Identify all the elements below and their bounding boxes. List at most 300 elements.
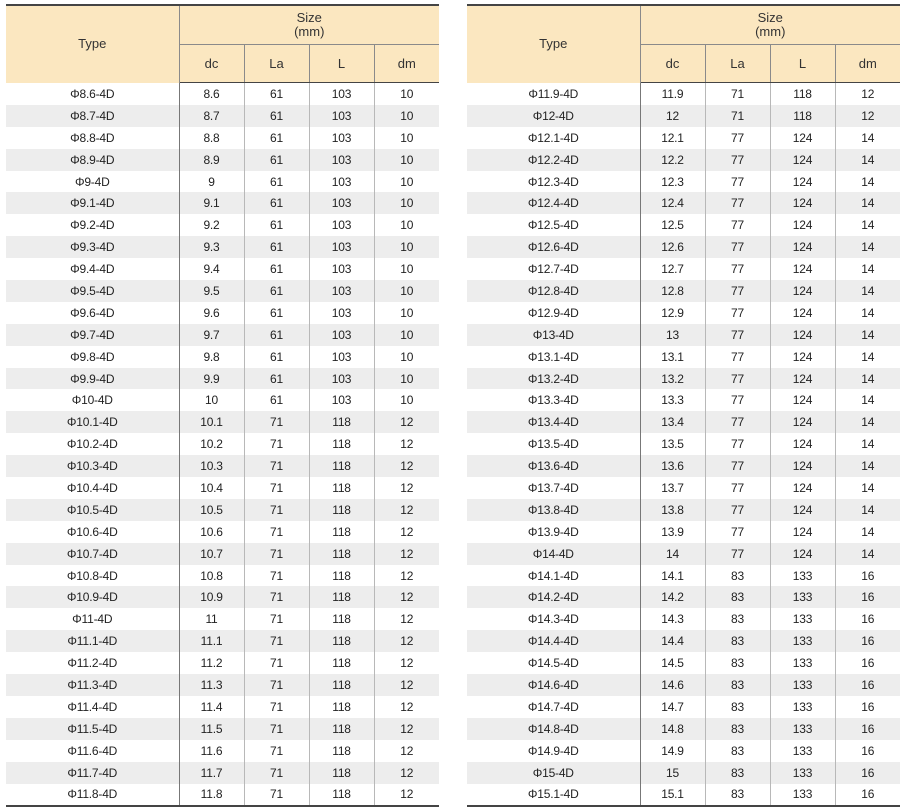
l-cell: 103: [309, 149, 374, 171]
type-cell: Φ9.9-4D: [6, 368, 179, 390]
table-row: [467, 324, 900, 346]
dc-cell: 13.3: [640, 389, 705, 411]
dm-cell: 12: [400, 743, 414, 758]
dm-cell: 12: [400, 634, 414, 649]
dc-cell: 11.8: [179, 784, 244, 807]
type-cell: Φ11.9-4D: [467, 83, 640, 105]
dm-cell: 14: [861, 283, 875, 298]
table-row: [6, 192, 439, 214]
dm-cell: 12: [400, 612, 414, 627]
dm-cell: 16: [861, 634, 875, 649]
table-row: [6, 346, 439, 368]
type-cell: Φ13.6-4D: [467, 455, 640, 477]
type-cell: Φ11.2-4D: [6, 652, 179, 674]
la-cell: 77: [705, 192, 770, 214]
dc-cell: 13.5: [640, 433, 705, 455]
dm-cell: 12: [400, 480, 414, 495]
table-row: [467, 368, 900, 390]
size-unit: (mm): [755, 24, 786, 39]
dc-cell: 13.6: [640, 455, 705, 477]
dc-cell: 12.6: [640, 236, 705, 258]
type-cell: Φ8.7-4D: [6, 105, 179, 127]
table-row: [467, 652, 900, 674]
dm-cell: 12: [400, 502, 414, 517]
l-cell: 118: [770, 83, 835, 105]
type-cell: Φ12.3-4D: [467, 171, 640, 193]
l-cell: 103: [309, 389, 374, 411]
table-row: [6, 302, 439, 324]
l-cell: 118: [309, 652, 374, 674]
l-cell: 133: [770, 762, 835, 784]
la-cell: 77: [705, 477, 770, 499]
type-cell: Φ15.1-4D: [467, 784, 640, 807]
table-row: [6, 586, 439, 608]
la-cell: 83: [705, 630, 770, 652]
l-cell: 103: [309, 171, 374, 193]
table-row: [467, 499, 900, 521]
dm-cell: 14: [861, 152, 875, 167]
la-cell: 61: [244, 171, 309, 193]
l-cell: 133: [770, 608, 835, 630]
dc-cell: 10: [179, 389, 244, 411]
dc-cell: 8.6: [179, 83, 244, 105]
size-header: [640, 5, 900, 45]
type-cell: Φ10.3-4D: [6, 455, 179, 477]
table-row: [6, 608, 439, 630]
dm-cell: 12: [861, 86, 875, 101]
table-row: [467, 565, 900, 587]
dm-cell: 10: [400, 349, 414, 364]
dc-cell: 10.8: [179, 565, 244, 587]
dm-cell: 12: [400, 721, 414, 736]
dc-cell: 13.7: [640, 477, 705, 499]
l-cell: 124: [770, 521, 835, 543]
l-cell: 133: [770, 718, 835, 740]
table-row: [6, 543, 439, 565]
table-row: [467, 105, 900, 127]
l-cell: 124: [770, 171, 835, 193]
type-cell: Φ12.8-4D: [467, 280, 640, 302]
l-cell: 103: [309, 83, 374, 105]
dc-cell: 9: [179, 171, 244, 193]
la-cell: 77: [705, 280, 770, 302]
la-cell: 71: [244, 477, 309, 499]
type-cell: Φ13.3-4D: [467, 389, 640, 411]
l-cell: 124: [770, 389, 835, 411]
table-row: [467, 236, 900, 258]
type-cell: Φ14.8-4D: [467, 718, 640, 740]
table-row: [6, 652, 439, 674]
dc-cell: 12.2: [640, 149, 705, 171]
dc-cell: 11: [179, 608, 244, 630]
dm-cell: 10: [400, 86, 414, 101]
dm-cell: 12: [374, 784, 439, 807]
dm-cell: 10: [400, 196, 414, 211]
dc-cell: 9.7: [179, 324, 244, 346]
la-cell: 83: [705, 652, 770, 674]
dc-cell: 9.2: [179, 214, 244, 236]
la-cell: 71: [244, 674, 309, 696]
table-row: [467, 543, 900, 565]
dc-cell: 10.1: [179, 411, 244, 433]
dc-cell: 15.1: [640, 784, 705, 807]
type-cell: Φ11.1-4D: [6, 630, 179, 652]
type-cell: Φ10.5-4D: [6, 499, 179, 521]
la-cell: 71: [244, 784, 309, 807]
la-cell: 77: [705, 214, 770, 236]
la-cell: 71: [244, 499, 309, 521]
table-row: [467, 149, 900, 171]
dc-cell: 14.1: [640, 565, 705, 587]
l-cell: 103: [309, 105, 374, 127]
l-cell: 118: [309, 455, 374, 477]
dm-cell: 14: [861, 393, 875, 408]
type-header: Type: [467, 5, 640, 83]
la-cell: 83: [705, 762, 770, 784]
type-cell: Φ12.5-4D: [467, 214, 640, 236]
type-cell: Φ11.8-4D: [6, 784, 179, 807]
la-cell: 61: [244, 149, 309, 171]
l-cell: 118: [309, 630, 374, 652]
la-cell: 71: [705, 83, 770, 105]
size-unit: (mm): [294, 24, 325, 39]
dm-cell: 12: [400, 459, 414, 474]
table-row: [6, 696, 439, 718]
type-cell: Φ9-4D: [6, 171, 179, 193]
dm-cell: 14: [861, 196, 875, 211]
type-cell: Φ10.7-4D: [6, 543, 179, 565]
dc-cell: 11.2: [179, 652, 244, 674]
la-cell: 83: [705, 784, 770, 807]
spec-table-left: [6, 4, 439, 807]
l-cell: 103: [309, 280, 374, 302]
l-cell: 118: [309, 433, 374, 455]
type-cell: Φ11.6-4D: [6, 740, 179, 762]
l-cell: 133: [770, 652, 835, 674]
table-row: [6, 740, 439, 762]
l-cell: 118: [309, 543, 374, 565]
dm-cell: 16: [861, 677, 875, 692]
type-cell: Φ11.3-4D: [6, 674, 179, 696]
la-cell: 83: [705, 586, 770, 608]
dc-cell: 10.4: [179, 477, 244, 499]
type-cell: Φ9.3-4D: [6, 236, 179, 258]
table-row: [467, 608, 900, 630]
dm-cell: 14: [861, 546, 875, 561]
type-cell: Φ14.6-4D: [467, 674, 640, 696]
la-cell: 61: [244, 280, 309, 302]
dm-cell: 12: [400, 699, 414, 714]
la-cell: 71: [244, 696, 309, 718]
dm-cell: 16: [861, 721, 875, 736]
table-row: [6, 389, 439, 411]
dm-cell: 16: [835, 784, 900, 807]
l-cell: 118: [309, 499, 374, 521]
l-cell: 124: [770, 411, 835, 433]
table-row: [6, 171, 439, 193]
l-cell: 133: [770, 784, 835, 807]
dc-cell: 12.5: [640, 214, 705, 236]
dc-cell: 12.1: [640, 127, 705, 149]
table-row: [6, 258, 439, 280]
dc-cell: 11.3: [179, 674, 244, 696]
la-cell: 77: [705, 411, 770, 433]
dc-cell: 8.8: [179, 127, 244, 149]
size-label: Size: [296, 10, 322, 25]
type-cell: Φ10.6-4D: [6, 521, 179, 543]
table-row: [6, 455, 439, 477]
dc-cell: 14.2: [640, 586, 705, 608]
dm-cell: 10: [400, 152, 414, 167]
type-cell: Φ9.5-4D: [6, 280, 179, 302]
la-cell: 71: [244, 586, 309, 608]
l-cell: 118: [309, 477, 374, 499]
dc-cell: 10.3: [179, 455, 244, 477]
dc-cell: 13.2: [640, 368, 705, 390]
table-row: [6, 521, 439, 543]
dc-cell: 9.4: [179, 258, 244, 280]
dc-cell: 14: [640, 543, 705, 565]
dm-cell: 14: [861, 437, 875, 452]
col-header-dm: dm: [374, 45, 439, 83]
la-cell: 77: [705, 302, 770, 324]
la-cell: 71: [244, 652, 309, 674]
table-row: [6, 433, 439, 455]
dc-cell: 14.7: [640, 696, 705, 718]
type-cell: Φ14-4D: [467, 543, 640, 565]
l-cell: 124: [770, 127, 835, 149]
l-cell: 118: [309, 784, 374, 807]
dc-cell: 13.8: [640, 499, 705, 521]
type-cell: Φ14.9-4D: [467, 740, 640, 762]
dm-cell: 14: [861, 218, 875, 233]
dc-cell: 11.5: [179, 718, 244, 740]
table-row: [6, 499, 439, 521]
type-cell: Φ8.9-4D: [6, 149, 179, 171]
type-cell: Φ12.2-4D: [467, 149, 640, 171]
la-cell: 83: [705, 718, 770, 740]
table-row: [6, 105, 439, 127]
table-row: [467, 411, 900, 433]
dm-cell: 10: [400, 393, 414, 408]
la-cell: 83: [705, 740, 770, 762]
la-cell: 61: [244, 346, 309, 368]
type-cell: Φ10.2-4D: [6, 433, 179, 455]
dm-cell: 14: [861, 524, 875, 539]
dc-cell: 15: [640, 762, 705, 784]
dc-cell: 14.8: [640, 718, 705, 740]
dc-cell: 13.4: [640, 411, 705, 433]
table-row: [6, 565, 439, 587]
l-cell: 124: [770, 302, 835, 324]
dm-cell: 14: [861, 349, 875, 364]
type-cell: Φ12-4D: [467, 105, 640, 127]
l-cell: 118: [309, 586, 374, 608]
type-cell: Φ14.7-4D: [467, 696, 640, 718]
l-cell: 103: [309, 127, 374, 149]
type-cell: Φ14.4-4D: [467, 630, 640, 652]
type-cell: Φ12.7-4D: [467, 258, 640, 280]
table-row: [467, 784, 900, 807]
dc-cell: 8.7: [179, 105, 244, 127]
type-cell: Φ15-4D: [467, 762, 640, 784]
la-cell: 71: [705, 105, 770, 127]
la-cell: 71: [244, 718, 309, 740]
dm-cell: 10: [400, 130, 414, 145]
table-row: [467, 280, 900, 302]
table-row: [6, 280, 439, 302]
table-row: [467, 762, 900, 784]
dm-cell: 12: [400, 524, 414, 539]
la-cell: 77: [705, 389, 770, 411]
dm-cell: 12: [400, 765, 414, 780]
type-cell: Φ13.8-4D: [467, 499, 640, 521]
dc-cell: 13.9: [640, 521, 705, 543]
dc-cell: 12.4: [640, 192, 705, 214]
type-cell: Φ14.5-4D: [467, 652, 640, 674]
dm-cell: 12: [400, 568, 414, 583]
la-cell: 77: [705, 346, 770, 368]
table-row: [6, 674, 439, 696]
dm-cell: 10: [400, 327, 414, 342]
table-row: [467, 696, 900, 718]
dm-cell: 16: [861, 743, 875, 758]
l-cell: 118: [309, 696, 374, 718]
l-cell: 103: [309, 302, 374, 324]
l-cell: 133: [770, 630, 835, 652]
la-cell: 61: [244, 105, 309, 127]
dc-cell: 9.1: [179, 192, 244, 214]
la-cell: 77: [705, 455, 770, 477]
l-cell: 124: [770, 324, 835, 346]
table-row: [6, 477, 439, 499]
la-cell: 77: [705, 521, 770, 543]
col-header-l: L: [309, 45, 374, 83]
dm-cell: 12: [400, 437, 414, 452]
dc-cell: 9.9: [179, 368, 244, 390]
col-header-la: La: [705, 45, 770, 83]
la-cell: 83: [705, 565, 770, 587]
dc-cell: 11.1: [179, 630, 244, 652]
l-cell: 133: [770, 740, 835, 762]
l-cell: 103: [309, 258, 374, 280]
dc-cell: 10.6: [179, 521, 244, 543]
type-cell: Φ10.9-4D: [6, 586, 179, 608]
dm-cell: 12: [400, 590, 414, 605]
dc-cell: 14.3: [640, 608, 705, 630]
la-cell: 71: [244, 740, 309, 762]
table-row: [467, 302, 900, 324]
dc-cell: 10.7: [179, 543, 244, 565]
la-cell: 77: [705, 499, 770, 521]
table-row: [467, 433, 900, 455]
dm-cell: 14: [861, 327, 875, 342]
col-header-dc: dc: [640, 45, 705, 83]
dc-cell: 13: [640, 324, 705, 346]
l-cell: 124: [770, 258, 835, 280]
type-cell: Φ11.5-4D: [6, 718, 179, 740]
table-row: [6, 236, 439, 258]
dm-cell: 16: [861, 656, 875, 671]
type-cell: Φ8.8-4D: [6, 127, 179, 149]
dm-cell: 14: [861, 371, 875, 386]
dc-cell: 10.9: [179, 586, 244, 608]
l-cell: 124: [770, 368, 835, 390]
l-cell: 124: [770, 214, 835, 236]
l-cell: 124: [770, 346, 835, 368]
table-row: [6, 762, 439, 784]
l-cell: 103: [309, 192, 374, 214]
type-cell: Φ13.9-4D: [467, 521, 640, 543]
la-cell: 77: [705, 543, 770, 565]
dm-cell: 12: [400, 546, 414, 561]
la-cell: 71: [244, 543, 309, 565]
table-row: [467, 214, 900, 236]
dm-cell: 12: [400, 415, 414, 430]
size-label: Size: [757, 10, 783, 25]
dm-cell: 10: [400, 240, 414, 255]
type-cell: Φ14.1-4D: [467, 565, 640, 587]
dm-cell: 16: [861, 699, 875, 714]
la-cell: 77: [705, 433, 770, 455]
type-cell: Φ12.9-4D: [467, 302, 640, 324]
l-cell: 118: [309, 674, 374, 696]
l-cell: 124: [770, 477, 835, 499]
table-row: [467, 455, 900, 477]
l-cell: 124: [770, 433, 835, 455]
la-cell: 77: [705, 149, 770, 171]
dm-cell: 14: [861, 480, 875, 495]
table-row: [6, 324, 439, 346]
type-cell: Φ12.4-4D: [467, 192, 640, 214]
l-cell: 124: [770, 192, 835, 214]
type-cell: Φ10.4-4D: [6, 477, 179, 499]
table-row: [467, 740, 900, 762]
dc-cell: 11.7: [179, 762, 244, 784]
col-header-dc: dc: [179, 45, 244, 83]
dm-cell: 14: [861, 130, 875, 145]
l-cell: 133: [770, 586, 835, 608]
dc-cell: 12.9: [640, 302, 705, 324]
table-row: [467, 83, 900, 105]
l-cell: 103: [309, 346, 374, 368]
type-cell: Φ12.6-4D: [467, 236, 640, 258]
table-row: [467, 389, 900, 411]
type-header: Type: [6, 5, 179, 83]
table-row: [6, 368, 439, 390]
dc-cell: 14.6: [640, 674, 705, 696]
dm-cell: 16: [861, 612, 875, 627]
type-cell: Φ9.2-4D: [6, 214, 179, 236]
la-cell: 71: [244, 455, 309, 477]
dc-cell: 13.1: [640, 346, 705, 368]
type-cell: Φ14.3-4D: [467, 608, 640, 630]
type-cell: Φ11.7-4D: [6, 762, 179, 784]
dc-cell: 11.9: [640, 83, 705, 105]
la-cell: 71: [244, 433, 309, 455]
la-cell: 77: [705, 368, 770, 390]
dm-cell: 12: [861, 108, 875, 123]
dm-cell: 10: [400, 174, 414, 189]
dm-cell: 16: [861, 590, 875, 605]
l-cell: 124: [770, 280, 835, 302]
table-row: [467, 127, 900, 149]
dc-cell: 9.3: [179, 236, 244, 258]
type-cell: Φ13.5-4D: [467, 433, 640, 455]
type-cell: Φ10.1-4D: [6, 411, 179, 433]
la-cell: 71: [244, 411, 309, 433]
l-cell: 118: [309, 565, 374, 587]
